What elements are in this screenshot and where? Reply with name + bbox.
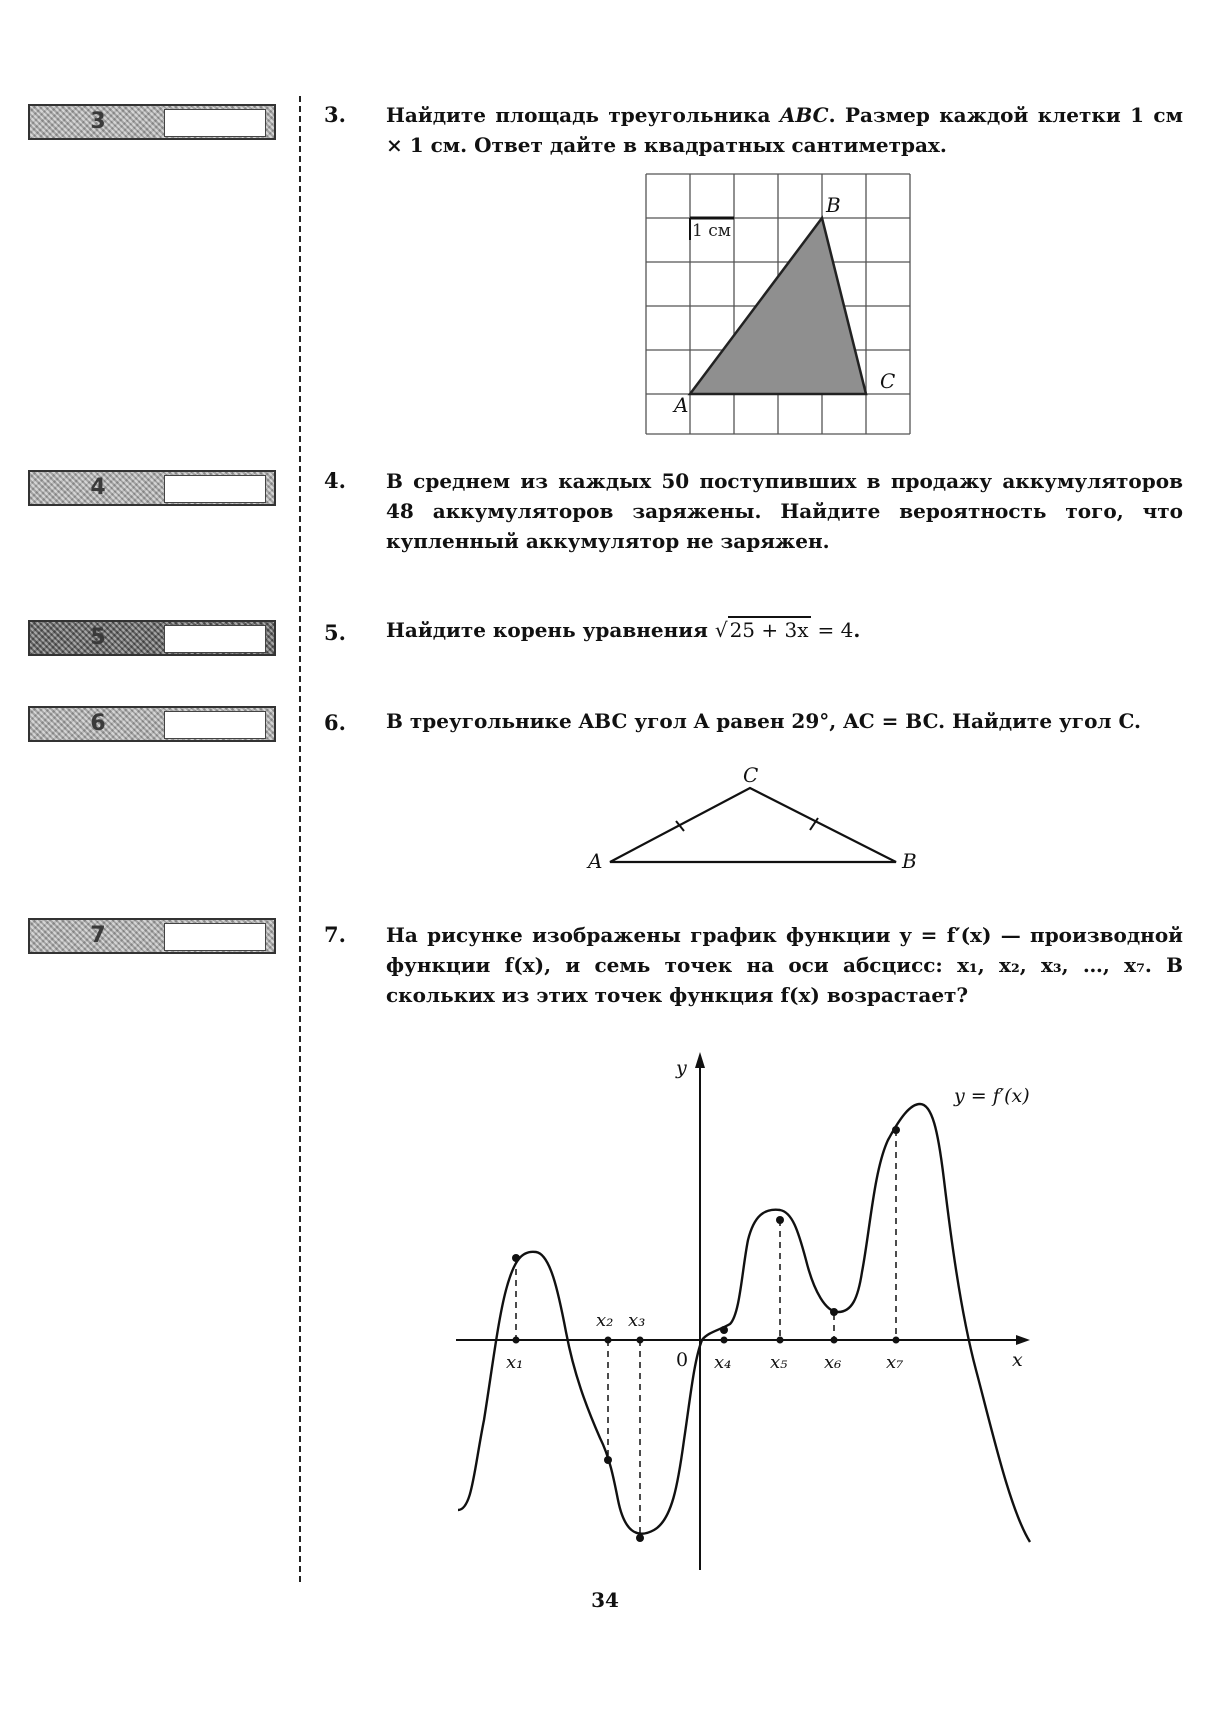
x-axis-label: x [1012, 1349, 1023, 1371]
answer-box-label: 7 [90, 923, 106, 948]
x2-label: x₂ [596, 1310, 614, 1331]
answer-field-7[interactable] [164, 923, 266, 951]
vertex-a-label: A [674, 393, 689, 417]
vertex-c-label: C [880, 369, 896, 393]
x5-label: x₅ [770, 1352, 788, 1373]
answer-field-5[interactable] [164, 625, 266, 653]
answer-box-label: 6 [90, 711, 106, 736]
problem-3-number: 3. [324, 102, 346, 127]
x7-label: x₇ [886, 1352, 904, 1373]
answer-box-6 [28, 706, 276, 742]
problem-4-number: 4. [324, 468, 346, 493]
problem-6-number: 6. [324, 710, 346, 735]
problem-7-number: 7. [324, 922, 346, 947]
answer-box-5 [28, 620, 276, 656]
origin-label: 0 [676, 1349, 689, 1371]
vertex-c-label: C [743, 763, 759, 787]
answer-box-label: 4 [90, 475, 106, 500]
answer-box-label: 5 [90, 625, 106, 650]
problem-5-text: Найдите корень уравнения √ 25 + 3x = 4. [386, 618, 861, 642]
answer-box-4 [28, 470, 276, 506]
answer-box-7 [28, 918, 276, 954]
x6-label: x₆ [824, 1352, 842, 1373]
vertex-b-label: B [902, 849, 917, 873]
answer-box-label: 3 [90, 109, 106, 134]
answer-field-6[interactable] [164, 711, 266, 739]
problem-6-isosceles-triangle [580, 760, 930, 880]
vertex-a-label: A [588, 849, 603, 873]
vertex-b-label: B [826, 193, 841, 217]
derivative-curve [458, 1104, 1030, 1542]
sqrt-symbol: √ [714, 618, 728, 642]
problem-6-text: В треугольнике ABC угол A равен 29°, AC = BC. Найдите угол C. [386, 709, 1141, 733]
scale-label: 1 см [692, 221, 731, 241]
cut-line [299, 96, 301, 1582]
equation-radicand: 25 + 3x [729, 618, 809, 642]
problem-5-number: 5. [324, 620, 346, 645]
y-axis-label: y [676, 1057, 687, 1079]
answer-box-3 [28, 104, 276, 140]
problem-4-text: В среднем из каждых 50 поступивших в продажу аккумуляторов 48 аккумуляторов заряжены. Найдите вероятность того, что купленный аккумулятор не заряжен. [386, 469, 1183, 553]
x1-label: x₁ [506, 1352, 524, 1373]
curve-label: y = f′(x) [954, 1085, 1030, 1107]
answer-field-3[interactable] [164, 109, 266, 137]
answer-field-4[interactable] [164, 475, 266, 503]
problem-3-grid-figure [640, 170, 920, 440]
problem-7-derivative-graph [440, 1040, 1060, 1580]
page-number: 34 [591, 1588, 619, 1612]
equation-rhs: = 4 [817, 618, 854, 642]
problem-7-text: На рисунке изображены график функции y = f′(x) — производной функции f(x), и семь точек на оси абсцисс: x₁, x₂, x₃, …, x₇. В скольких из этих точек функция f(x) возрастает? [386, 923, 1183, 1007]
problem-3-text: Найдите площадь треугольника ABC. Размер каждой клетки 1 см × 1 см. Ответ дайте в квадратных сантиметрах. [386, 103, 1183, 157]
x4-label: x₄ [714, 1352, 732, 1373]
x3-label: x₃ [628, 1310, 646, 1331]
